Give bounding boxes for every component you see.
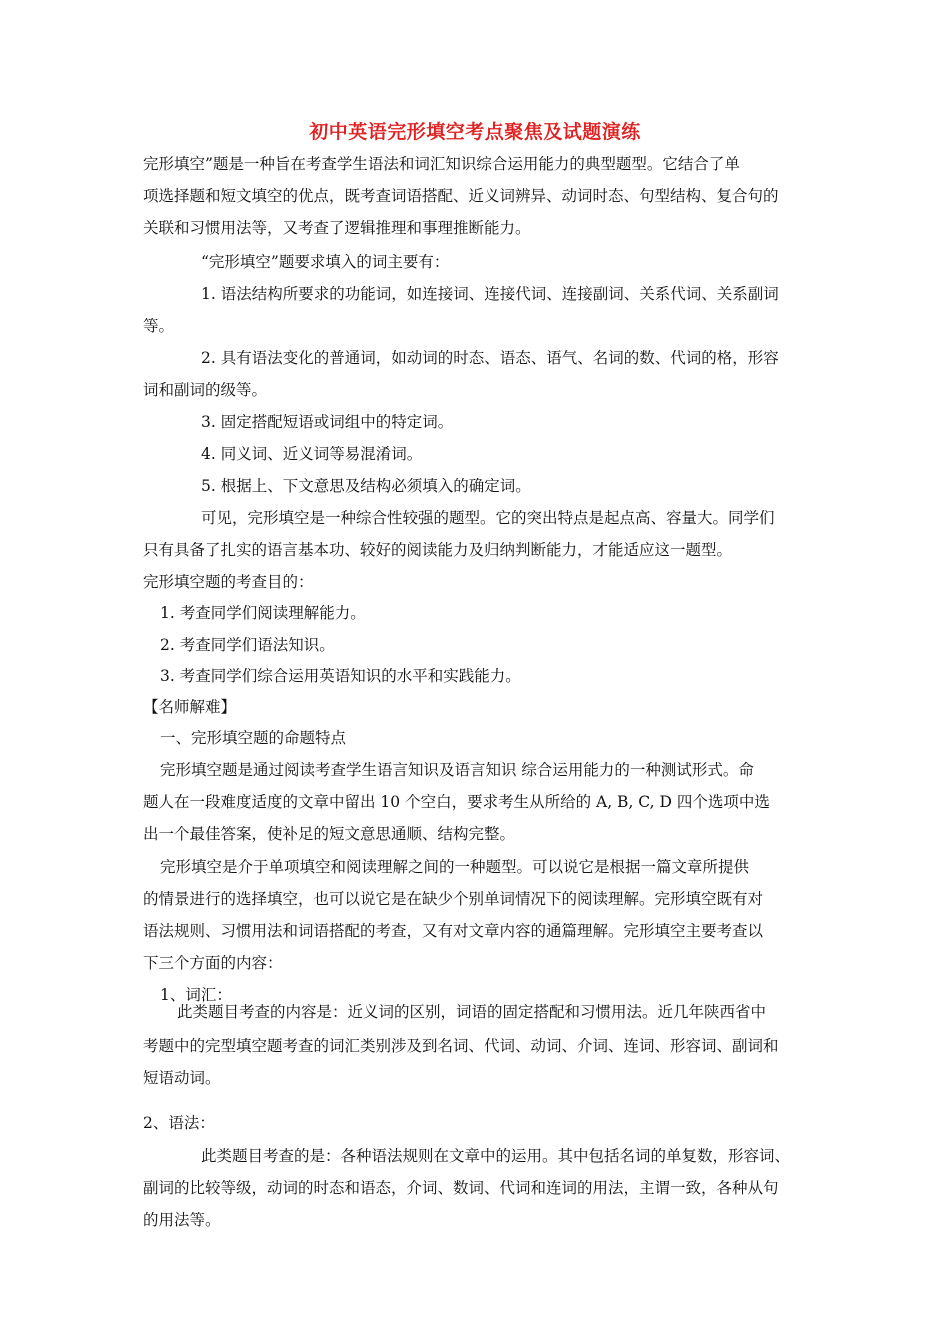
body-line: 关联和习惯用法等，又考查了逻辑推理和事理推断能力。 bbox=[143, 219, 531, 237]
body-line: 可见，完形填空是一种综合性较强的题型。它的突出特点是起点高、容量大。同学们 bbox=[201, 509, 775, 527]
body-line: “完形填空”题要求填入的词主要有： bbox=[201, 253, 450, 271]
body-line: 完形填空是介于单项填空和阅读理解之间的一种题型。可以说它是根据一篇文章所提供 bbox=[160, 858, 750, 876]
body-line: 考题中的完型填空题考查的词汇类别涉及到名词、代词、动词、介词、连词、形容词、副词和 bbox=[143, 1037, 779, 1055]
body-line: 此类题目考查的内容是：近义词的区别，词语的固定搭配和习惯用法。近几年陕西省中 bbox=[177, 1003, 767, 1021]
section-heading: 【名师解难】 bbox=[143, 698, 237, 716]
list-item: 3. 固定搭配短语或词组中的特定词。 bbox=[201, 413, 454, 431]
list-item: 1. 语法结构所要求的功能词，如连接词、连接代词、连接副词、关系代词、关系副词 bbox=[201, 285, 779, 303]
body-line: 下三个方面的内容： bbox=[143, 954, 283, 972]
body-line: 只有具备了扎实的语言基本功、较好的阅读能力及归纳判断能力，才能适应这一题型。 bbox=[143, 541, 733, 559]
body-line: 完形填空题是通过阅读考查学生语言知识及语言知识 综合运用能力的一种测试形式。命 bbox=[160, 761, 754, 779]
body-line: 的情景进行的选择填空，也可以说它是在缺少个别单词情况下的阅读理解。完形填空既有对 bbox=[143, 890, 764, 908]
list-item: 2. 具有语法变化的普通词，如动词的时态、语态、语气、名词的数、代词的格，形容 bbox=[201, 349, 779, 367]
subheading: 2、语法： bbox=[143, 1114, 215, 1132]
list-item: 2. 考查同学们语法知识。 bbox=[160, 636, 335, 654]
body-line: 出一个最佳答案，使补足的短文意思通顺、结构完整。 bbox=[143, 825, 516, 843]
body-line: 短语动词。 bbox=[143, 1069, 221, 1087]
body-line: 的用法等。 bbox=[143, 1211, 221, 1229]
list-item-continuation: 词和副词的级等。 bbox=[143, 381, 268, 399]
subheading: 完形填空题的考查目的： bbox=[143, 573, 314, 591]
list-item: 5. 根据上、下文意思及结构必须填入的确定词。 bbox=[201, 477, 531, 495]
list-item: 3. 考查同学们综合运用英语知识的水平和实践能力。 bbox=[160, 667, 521, 685]
section-heading: 一、完形填空题的命题特点 bbox=[160, 729, 347, 747]
body-line: 项选择题和短文填空的优点，既考查词语搭配、近义词辨异、动词时态、句型结构、复合句的 bbox=[143, 187, 779, 205]
body-line: 副词的比较等级，动词的时态和语态，介词、数词、代词和连词的用法，主谓一致，各种从句 bbox=[143, 1179, 779, 1197]
list-item: 1. 考查同学们阅读理解能力。 bbox=[160, 604, 366, 622]
body-line: 语法规则、习惯用法和词语搭配的考查，又有对文章内容的通篇理解。完形填空主要考查以 bbox=[143, 922, 764, 940]
body-line: 完形填空”题是一种旨在考查学生语法和词汇知识综合运用能力的典型题型。它结合了单 bbox=[143, 155, 740, 173]
document-title: 初中英语完形填空考点聚焦及试题演练 bbox=[309, 121, 641, 143]
list-item-continuation: 等。 bbox=[143, 317, 175, 335]
body-line: 题人在一段难度适度的文章中留出 10 个空白，要求考生从所给的 A, B, C, D 四个选项中选 bbox=[143, 793, 770, 811]
subheading: 1、词汇： bbox=[160, 986, 232, 1004]
body-line: 此类题目考查的是：各种语法规则在文章中的运用。其中包括名词的单复数，形容词、 bbox=[201, 1147, 791, 1165]
list-item: 4. 同义词、近义词等易混淆词。 bbox=[201, 445, 423, 463]
